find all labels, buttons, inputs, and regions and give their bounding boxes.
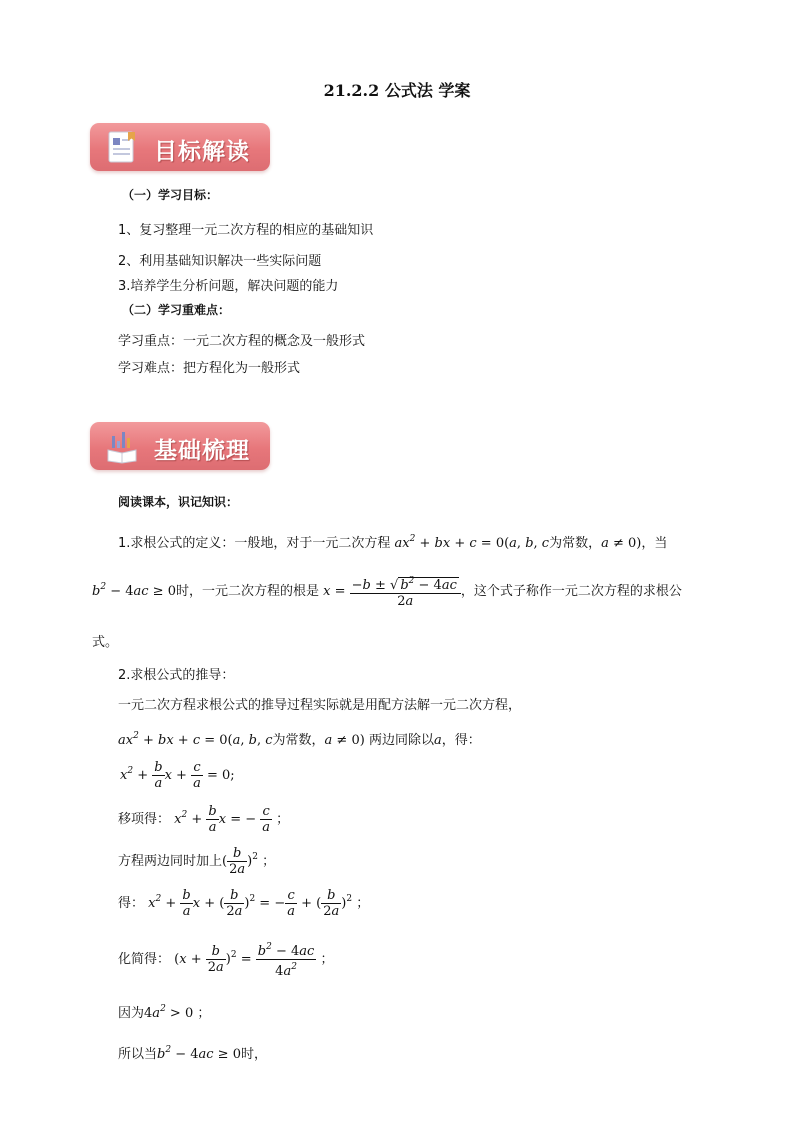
banner-label: 基础梳理 xyxy=(154,438,250,464)
derivation-text: 化简得： xyxy=(118,952,171,967)
key-point: 学习重点：一元二次方程的概念及一般形式 xyxy=(118,334,366,349)
definition-line-1: 1.求根公式的定义：一般地，对于一元二次方程 $ax^2$ + bx + c = 0(a, b, c为常数，a ≠ 0)，当 xyxy=(118,534,668,551)
derivation-text: 为常数， xyxy=(272,733,325,748)
hard-point: 学习难点：把方程化为一般形式 xyxy=(118,361,301,376)
definition-text: ，这个式子称作一元二次方程的求根公 xyxy=(460,584,682,599)
section-banner-objectives xyxy=(90,123,270,171)
derivation-step-get: 得： $x^2$ + $\frac{b}{a}$ x + ( $\frac{b}{2a}$ )$^2$ = − $\frac{c}{a}$ + ( $\frac{b}{2a}$ )$^2$ ； xyxy=(118,888,370,919)
objective-2: 2、利用基础知识解决一些实际问题 xyxy=(118,254,322,269)
derivation-step-move: 移项得： $x^2$ + $\frac{b}{a}$ x = − $\frac{c}{a}$ ； xyxy=(118,804,290,835)
derivation-text: 两边同除以 xyxy=(368,733,434,748)
derivation-text: ，得： xyxy=(441,733,481,748)
definition-line-3: 式。 xyxy=(92,635,119,650)
document-icon xyxy=(104,129,140,165)
derivation-intro: 一元二次方程求根公式的推导过程实际就是用配方法解一元二次方程， xyxy=(118,698,522,713)
page-title: 21.2.2 公式法 学案 xyxy=(323,81,471,100)
definition-text: 为常数， xyxy=(549,536,602,551)
objective-1: 1、复习整理一元二次方程的相应的基础知识 xyxy=(118,223,374,238)
derivation-step-add: 方程两边同时加上( $\frac{b}{2a}$ )$^2$ ； xyxy=(118,846,276,877)
derivation-step-so: 所以当$b^2 - 4ac \ge 0$时， xyxy=(118,1045,267,1062)
derivation-heading: 2.求根公式的推导： xyxy=(118,668,235,683)
derivation-text: 方程两边同时加上 xyxy=(118,854,223,869)
derivation-step-divide: $x^2$ + $\frac{b}{a}$ x + $\frac{c}{a}$ = 0; xyxy=(120,760,235,791)
objective-3: 3.培养学生分析问题，解决问题的能力 xyxy=(118,279,339,294)
quadratic-formula: $\frac{-b \pm √ b^2 - 4ac}{2a}$ xyxy=(350,574,461,609)
objectives-heading: （一）学习目标： xyxy=(122,188,219,202)
banner-label: 目标解读 xyxy=(154,139,250,165)
derivation-text: 移项得： xyxy=(118,812,171,827)
definition-text: 1.求根公式的定义：一般地，对于一元二次方程 xyxy=(118,536,391,551)
derivation-text: 得： xyxy=(118,896,145,911)
derivation-text: 所以当 xyxy=(118,1047,158,1062)
reading-heading: 阅读课本，识记知识： xyxy=(118,495,239,509)
derivation-step-since: 因为$4a^2 > 0$ ； xyxy=(118,1004,211,1021)
derivation-text: 因为 xyxy=(118,1006,145,1021)
book-chart-icon xyxy=(104,428,140,464)
derivation-step-equation: $ax^2$ + bx + c = 0(a, b, c为常数，a ≠ 0) 两边同除以a，得： xyxy=(118,731,481,748)
definition-text: ，当 xyxy=(641,536,668,551)
difficulties-heading: （二）学习重难点： xyxy=(122,303,231,317)
section-banner-basics xyxy=(90,422,270,470)
definition-line-2: $b^2 - 4ac \ge 0$时，一元二次方程的根是 x = $\frac{-b \pm √ b^2 - 4ac}{2a}$ ，这个式子称作一元二次方程的求根公 xyxy=(92,576,682,609)
derivation-text: 时， xyxy=(240,1047,267,1062)
derivation-step-simplify: 化简得： (x + $\frac{b}{2a}$ )$^2$ = $\frac{b^2 - 4ac}{4a^2}$ ； xyxy=(118,942,334,979)
definition-text: 时，一元二次方程的根是 xyxy=(175,584,319,599)
